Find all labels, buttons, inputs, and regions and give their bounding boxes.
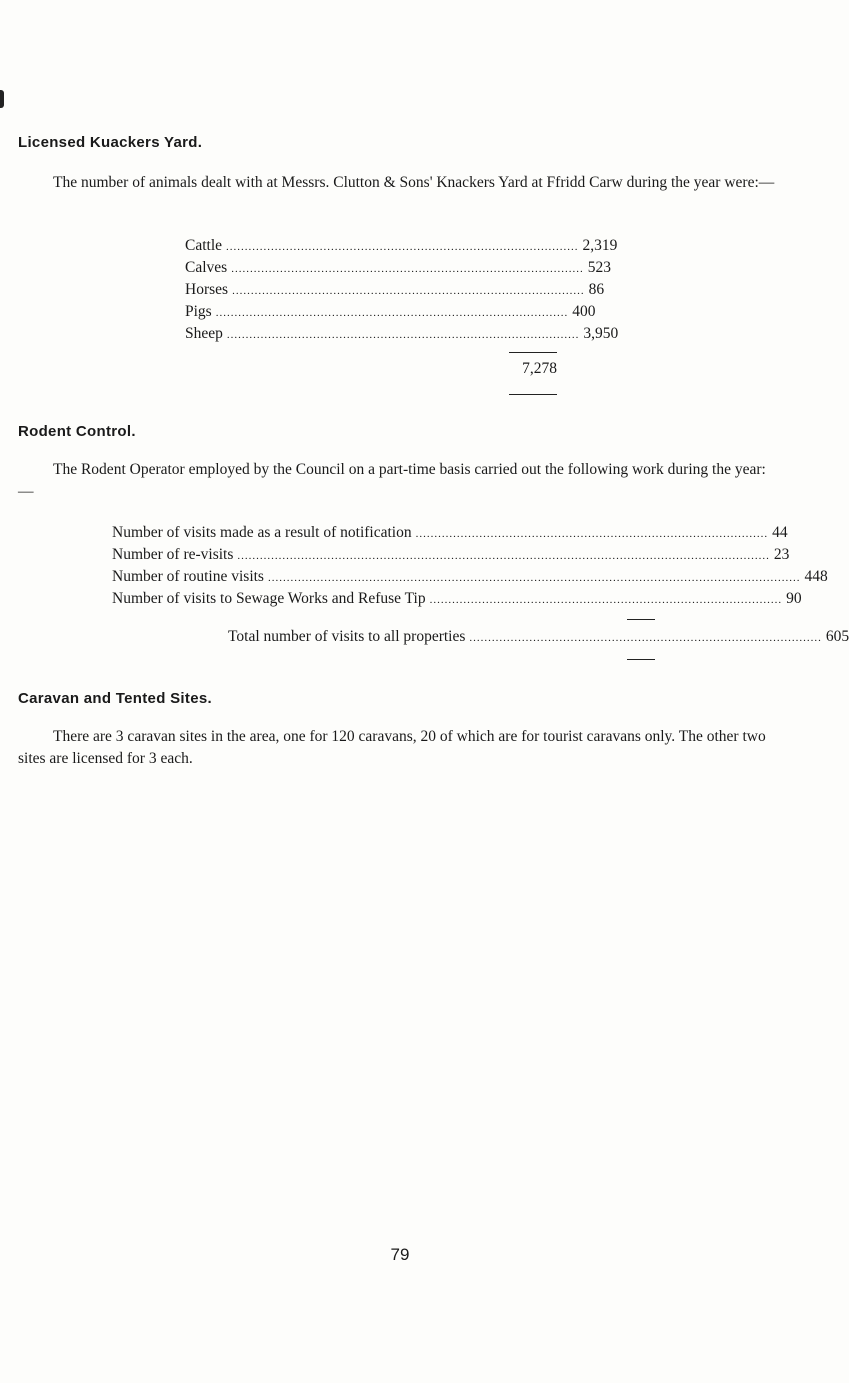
leader-dots: ..............................................................................................: [429, 594, 783, 606]
visits-value: 23: [773, 546, 790, 563]
caravan-heading: Caravan and Tented Sites.: [18, 690, 212, 707]
leader-dots: ..............................................................................................: [215, 307, 569, 319]
leader-dots: ..............................................................................................: [231, 263, 584, 275]
visits-total-value: 605: [825, 628, 849, 645]
animal-label: Horses: [185, 281, 229, 298]
visits-row: [112, 522, 788, 544]
leader-dots: ..............................................................................................................................................: [267, 572, 801, 584]
visits-label: Number of re-visits: [112, 546, 234, 563]
total-rule-top: [627, 619, 655, 620]
visits-value: 448: [804, 568, 828, 585]
knackers-heading: Licensed Kuackers Yard.: [18, 134, 203, 151]
knackers-intro: [18, 172, 778, 194]
leader-dots: ..............................................................................................: [469, 632, 822, 644]
visits-row: [112, 566, 828, 588]
visits-total-label: Total number of visits to all properties: [228, 628, 466, 645]
visits-value: 44: [772, 524, 788, 541]
caravan-text-body: There are 3 caravan sites in the area, one for 120 caravans, 20 of which are for tourist caravans only. The other two sites are licensed for 3 each.: [18, 728, 766, 767]
leader-dots: ..............................................................................................: [226, 329, 580, 341]
binding-mark: [0, 90, 4, 108]
page-number: 79: [390, 1245, 410, 1264]
visits-row: [112, 588, 802, 610]
leader-dots: ..............................................................................................: [415, 528, 769, 540]
animal-label: Sheep: [185, 325, 223, 342]
animal-value: 400: [572, 303, 596, 320]
knackers-intro-text: The number of animals dealt with at Messrs. Clutton & Sons' Knackers Yard at Ffridd Carw during the year were:—: [53, 174, 775, 191]
animal-row: [185, 279, 605, 301]
total-rule-top: [509, 352, 557, 353]
animal-row: [185, 301, 596, 323]
animal-row: [185, 235, 618, 257]
animal-label: Calves: [185, 259, 228, 276]
animal-row: [185, 323, 619, 345]
caravan-text: [18, 726, 778, 770]
total-rule-bottom: [509, 394, 557, 395]
leader-dots: ..............................................................................................................................................: [237, 550, 770, 562]
rodent-intro: [18, 459, 778, 503]
visits-total-row: [228, 626, 849, 648]
visits-value: 90: [786, 590, 802, 607]
animals-total: 7,278: [522, 360, 557, 377]
animal-value: 2,319: [582, 237, 618, 254]
rodent-heading: Rodent Control.: [18, 423, 136, 440]
visits-row: [112, 544, 790, 566]
animal-row: [185, 257, 611, 279]
leader-dots: ..............................................................................................: [226, 241, 579, 253]
rodent-intro-text: The Rodent Operator employed by the Council on a part-time basis carried out the following work during the year:—: [18, 461, 766, 500]
animal-value: 86: [588, 281, 605, 298]
visits-label: Number of routine visits: [112, 568, 264, 585]
animal-value: 3,950: [583, 325, 619, 342]
leader-dots: ..............................................................................................: [232, 285, 585, 297]
total-rule-bottom: [627, 659, 655, 660]
animal-value: 523: [587, 259, 611, 276]
animal-label: Pigs: [185, 303, 212, 320]
visits-label: Number of visits made as a result of notification: [112, 524, 412, 541]
animal-label: Cattle: [185, 237, 223, 254]
visits-label: Number of visits to Sewage Works and Refuse Tip: [112, 590, 426, 607]
